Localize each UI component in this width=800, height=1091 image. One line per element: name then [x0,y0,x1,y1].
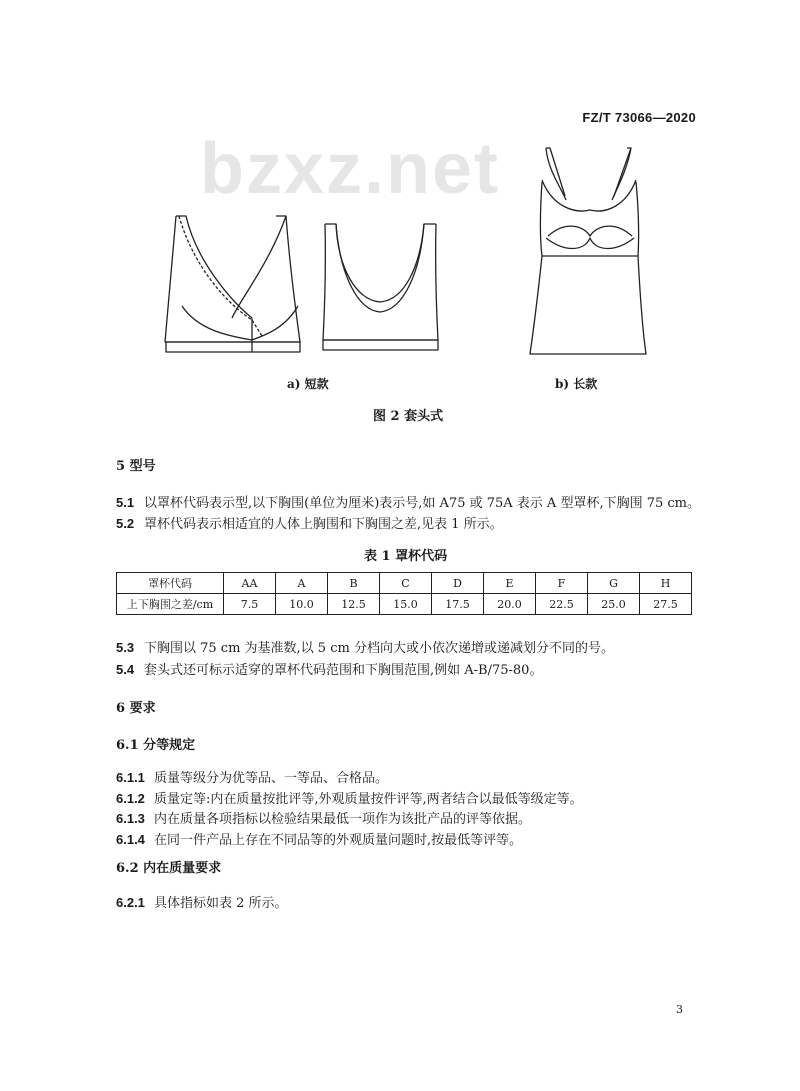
table-cell: B [328,573,380,594]
watermark: bzxz.net [200,129,501,209]
clause-number: 6.1.4 [116,832,145,847]
clause-5-1 [116,492,700,511]
table-cell: AA [224,573,276,594]
table-cell: 17.5 [432,594,484,615]
table-row-label: 上下胸围之差/cm [117,594,224,615]
clause-number: 6.2.1 [116,895,145,910]
table-cell: A [276,573,328,594]
clause-text: 具体指标如表 2 所示。 [154,896,288,911]
table-cell: F [536,573,588,594]
figure-2-illustrations [0,0,800,400]
clause-number: 5.2 [116,516,135,531]
clause-6-1-2 [116,788,583,807]
table-cell: 25.0 [588,594,640,615]
clause-number: 6.1.3 [116,811,145,826]
table-row [117,594,692,615]
table-cell: 20.0 [484,594,536,615]
clause-6-1-1 [116,767,388,786]
clause-number: 5.3 [116,640,135,655]
clause-5-2 [116,513,503,532]
clause-5-4 [116,659,542,678]
standard-code: FZ/T 73066—2020 [582,110,696,125]
clause-6-1-4 [116,829,522,848]
table-cell: 15.0 [380,594,432,615]
long-camisole-drawing [530,148,646,354]
clause-text: 质量定等:内在质量按批评等,外观质量按件评等,两者结合以最低等级定等。 [154,792,583,807]
table-cell: 10.0 [276,594,328,615]
table-cell: 12.5 [328,594,380,615]
clause-text: 质量等级分为优等品、一等品、合格品。 [154,771,389,786]
section-6-1-heading: 6.1 分等规定 [116,738,196,753]
table-header-label: 罩杯代码 [117,573,224,594]
table-cell: D [432,573,484,594]
table-cell: C [380,573,432,594]
table-cell: 7.5 [224,594,276,615]
table-1-title: 表 1 罩杯代码 [364,549,448,564]
clause-number: 6.1.1 [116,770,145,785]
clause-text: 内在质量各项指标以检验结果最低一项作为该批产品的评等依据。 [154,812,532,827]
cup-code-table [116,572,692,615]
figure-sublabel-a: a) 短款 [287,377,329,391]
clause-number: 5.4 [116,662,135,677]
table-cell: G [588,573,640,594]
clause-6-1-3 [116,808,531,827]
clause-number: 6.1.2 [116,791,145,806]
clause-text: 套头式还可标示适穿的罩杯代码范围和下胸围范围,例如 A-B/75-80。 [144,663,543,678]
table-cell: H [640,573,692,594]
figure-caption: 图 2 套头式 [373,409,444,424]
clause-6-2-1 [116,892,288,911]
table-cell: 22.5 [536,594,588,615]
clause-number: 5.1 [116,495,135,510]
section-6-2-heading: 6.2 内在质量要求 [116,861,222,876]
clause-text: 罩杯代码表示相适宜的人体上胸围和下胸围之差,见表 1 所示。 [144,517,503,532]
section-5-heading: 5 型号 [116,459,156,474]
page-number: 3 [676,1003,683,1016]
section-6-heading: 6 要求 [116,701,156,716]
clause-text: 在同一件产品上存在不同品等的外观质量问题时,按最低等评等。 [154,833,523,848]
clause-text: 下胸围以 75 cm 为基准数,以 5 cm 分档向大或小依次递增或递减划分不同的号。 [144,641,614,656]
table-cell: E [484,573,536,594]
clause-5-3 [116,637,614,656]
figure-sublabel-b: b) 长款 [555,377,598,391]
clause-text: 以罩杯代码表示型,以下胸围(单位为厘米)表示号,如 A75 或 75A 表示 A 型罩杯,下胸围 75 cm。 [144,496,700,511]
table-row [117,573,692,594]
short-crossover-bra-drawing [165,216,300,352]
scoop-back-bra-drawing [323,224,438,350]
table-cell: 27.5 [640,594,692,615]
